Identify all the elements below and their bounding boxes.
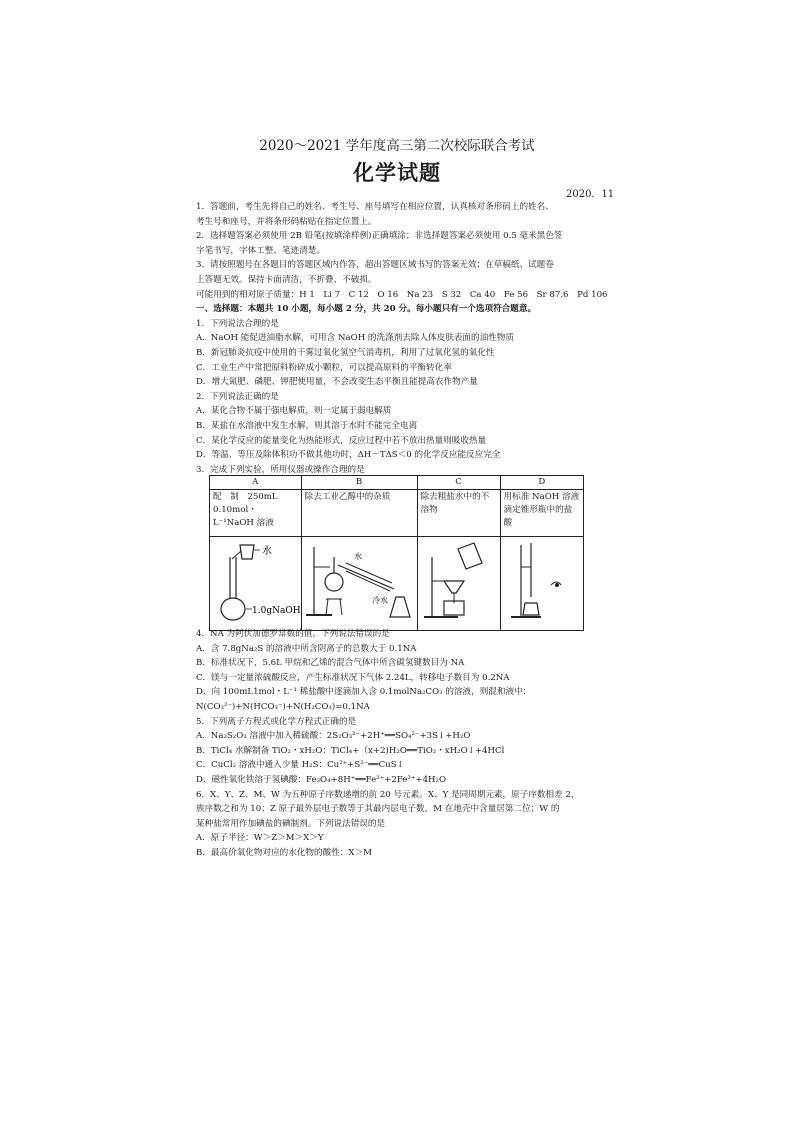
exam-date: 2020．11 [566,189,615,200]
instruction-line: 3．请按照题号在各题目的答题区域内作答，超出答题区域书写的答案无效；在草稿纸、试题卷 [196,260,554,271]
table-header-b: B [301,476,417,490]
volumetric-flask-illustration [210,537,300,625]
question-5-stem: 5．下列离子方程式或化学方程式正确的是 [196,716,357,727]
question-4-option-d: D．向 100mL1mol・L⁻¹ 稀盐酸中逐滴加入含 0.1molNa₂CO₃ 的溶液，则混和液中： [196,687,532,698]
table-header-a: A [210,476,302,490]
question-5-option-d: D．磁性氧化铁溶于氢碘酸：Fe₃O₄+8H⁺══Fe²⁺+2Fe³⁺+4H₂O [196,774,447,785]
instruction-line: 2．选择题答案必须使用 2B 铅笔(按填涂样例)正确填涂；非选择题答案必须使用 0.5 毫米黑色签 [196,231,563,242]
exam-title: 2020～2021 学年度高三第二次校际联合考试 [259,138,535,154]
table-header-c: C [417,476,500,490]
water-in-label: 水 [353,552,362,561]
question-1-option-d: D．增大氮肥、磷肥、钾肥使用量，不会改变生态平衡且能提高农作物产量 [196,377,478,388]
question-6-option-a: A．原子半径：W＞Z＞M＞X＞Y [196,833,324,844]
instruction-line: 上答题无效。保持卡面清洁，不折叠、不破损。 [196,274,377,285]
question-4-option-d-cont: N(CO₃²⁻)+N(HCO₃⁻)+N(H₂CO₃)=0.1NA [196,701,370,712]
apparatus-c-cell [417,537,500,631]
question-2-option-a: A．某化合物不属于强电解质，则一定属于弱电解质 [196,406,392,417]
question-5-option-c: C．CuCl₂ 溶液中通入少量 H₂S：Cu²⁺+S²⁻══CuS↓ [196,760,404,771]
question-1-stem: 1．下列说法合理的是 [196,318,279,329]
question-1-option-c: C．工业生产中常把原料粉碎成小颗粒，可以提高原料的平衡转化率 [196,362,452,373]
lower-content [196,627,606,861]
apparatus-b-cell [301,537,417,631]
question-6-stem: 6．X、Y、Z、M、W 为五种原子序数递增的前 20 号元素。X、Y 是同周期元素，原子序数相差 2， [196,789,580,800]
instruction-line: 字笔书写，字体工整、笔迹清楚。 [196,245,325,256]
distillation-illustration [302,537,417,625]
table-cell-c: 除去粗盐水中的不溶物 [417,490,500,537]
apparatus-a-cell [210,537,302,631]
question-2-option-c: C．某化学反应的能量变化为热能形式，反应过程中若不放出热量则吸收热量 [196,435,487,446]
water-label: 水 [262,546,272,557]
filtration-illustration [418,537,500,625]
section-heading: 一、选择题：本题共 10 小题，每小题 2 分，共 20 分。每小题只有一个选项符合题意。 [196,304,537,315]
naoh-label: 1.0gNaOH [252,606,300,616]
question-2-option-d: D．等温、等压及除体积功不做其他功时，ΔH－TΔS＜0 的化学反应能反应完全 [196,450,501,461]
question-2-stem: 2．下列说法正确的是 [196,391,279,402]
subject-title: 化学试题 [353,160,441,185]
cold-water-label: 冷水 [371,596,388,605]
instruction-line: 考生号和座号，并将条形码粘贴在指定位置上。 [196,216,377,227]
question-4-option-a: A．含 7.8gNa₂S 的溶液中所含阴离子的总数大于 0.1NA [196,643,417,654]
question-4-option-b: B．标准状况下，5.6L 甲烷和乙烯的混合气体中所含碳氢键数目为 NA [196,658,465,669]
table-cell-a: 配 制 250mL 0.10mol・L⁻¹NaOH 溶液 [210,490,302,537]
table-header-d: D [500,476,583,490]
question-3-stem: 3．完成下列实验，所用仪器或操作合理的是 [196,464,365,475]
question-5-option-a: A．Na₂S₂O₃ 溶液中加入稀硫酸：2S₂O₃²⁻+2H⁺══SO₄²⁻+3S↓+H₂O [196,731,471,742]
question-6-stem: 某种盐常用作加碘盐的碘制剂。下列说法错误的是 [196,818,386,829]
table-cell-b: 除去工业乙醇中的杂质 [301,490,417,537]
question-2-option-b: B．某盐在水溶液中发生水解，则其溶于水时不能完全电离 [196,420,418,431]
question-4-option-c: C．镁与一定量浓硫酸反应，产生标准状况下气体 2.24L，转移电子数目为 0.2NA [196,672,510,683]
question-5-option-b: B．TiCl₄ 水解制备 TiO₂・xH₂O：TiCl₄+（x+2)H₂O══TiO₂・xH₂O↓+4HCl [196,745,505,756]
question-4-stem: 4．NA 为阿伏加德罗常数的值。下列说法错误的是 [196,629,390,639]
atomic-masses: 可能用到的相对原子质量：H 1 Li 7 C 12 O 16 Na 23 S 32 Ca 40 Fe 56 Sr 87.6 Pd 106 [196,289,608,300]
experiment-table [209,475,584,631]
question-6-stem: 族序数之和为 10；Z 原子最外层电子数等于其最内层电子数，M 在地壳中含量居第二位；W 的 [196,804,560,815]
upper-content [196,200,608,477]
question-6-option-b: B．最高价氧化物对应的水化物的酸性：X＞M [196,847,372,858]
question-1-option-b: B．新冠肺炎抗疫中使用的干雾过氧化氢空气消毒机，利用了过氧化氢的氧化性 [196,347,495,358]
titration-illustration [501,537,583,625]
instruction-line: 1．答题前，考生先将自己的姓名、考生号、座号填写在相应位置，认真核对条形码上的姓名、 [196,202,554,212]
table-cell-d: 用标准 NaOH 溶液滴定锥形瓶中的盐酸 [500,490,583,537]
apparatus-d-cell [500,537,583,631]
question-1-option-a: A．NaOH 能促进油脂水解，可用含 NaOH 的洗涤剂去除人体皮肤表面的油性物质 [196,333,514,344]
